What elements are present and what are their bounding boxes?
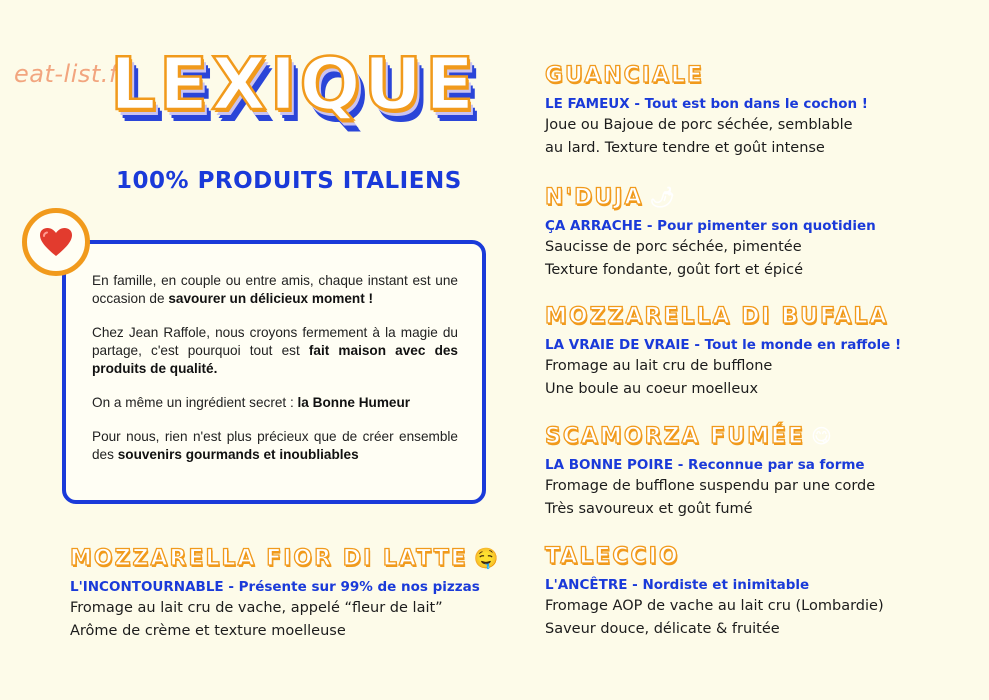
product-tag: LA BONNE POIRE - Reconnue par sa forme [545, 457, 865, 473]
product-desc-line-2: Très savoureux et goût fumé [545, 501, 753, 517]
story-highlight-1: savourer un délicieux moment ! [168, 291, 374, 306]
product-desc-line-1: Fromage au lait cru de vache, appelé “fleur de lait” [70, 600, 443, 616]
product-title: GUANCIALE [545, 63, 705, 88]
chili-pepper-icon: 🌶 [649, 185, 677, 209]
product-entry-taleccio [545, 543, 884, 641]
story-paragraph-1: En famille, en couple ou entre amis, chaque instant est une occasion de savourer un délicieux moment ! [92, 273, 458, 306]
product-entry-guanciale [545, 62, 868, 160]
product-tag: L'INCONTOURNABLE - Présente sur 99% de nos pizzas [70, 579, 480, 595]
product-desc-line-1: Fromage de bufflone suspendu par une corde [545, 478, 876, 494]
product-desc-line-1: Fromage au lait cru de bufflone [545, 358, 773, 374]
product-title: MOZZARELLA FIOR DI LATTE 🤤 [70, 546, 501, 571]
story-paragraph-4: Pour nous, rien n'est plus précieux que de créer ensemble des souvenirs gourmands et inoubliables [92, 429, 458, 462]
drooling-face-icon: 🤤 [473, 546, 501, 570]
product-desc-line-1: Fromage AOP de vache au lait cru (Lombardie) [545, 598, 884, 614]
product-tag: LE FAMEUX - Tout est bon dans le cochon ! [545, 96, 868, 112]
product-title: SCAMORZA FUMÉE 😋 [545, 424, 834, 449]
story-highlight-3: la Bonne Humeur [297, 395, 411, 410]
story-highlight-4: souvenirs gourmands et inoubliables [117, 447, 359, 462]
story-paragraph-3: On a même un ingrédient secret : la Bonne Humeur [92, 395, 411, 410]
heart-badge [22, 208, 90, 276]
product-desc-line-2: Texture fondante, goût fort et épicé [545, 262, 804, 278]
yum-face-icon: 😋 [811, 424, 834, 448]
story-text [92, 272, 458, 480]
product-entry-scamorza [545, 422, 875, 521]
product-tag: L'ANCÊTRE - Nordiste et inimitable [545, 577, 810, 593]
product-entry-mozzarella-di-bufala [545, 303, 901, 401]
product-desc-line-1: Joue ou Bajoue de porc séchée, semblable [545, 117, 853, 133]
story-paragraph-2: Chez Jean Raffole, nous croyons fermement à la magie du partage, c'est pourquoi tout est fait maison avec des produits de qualité. [92, 325, 458, 376]
page-subtitle: 100% PRODUITS ITALIENS [116, 168, 462, 194]
story-highlight-2: fait maison avec des produits de qualité. [92, 343, 458, 376]
page-title: LEXIQUE [110, 42, 478, 126]
product-title: MOZZARELLA DI BUFALA [545, 304, 889, 329]
product-desc-line-2: Saveur douce, délicate & fruitée [545, 621, 780, 637]
product-title: N'DUJA 🌶 [545, 185, 677, 210]
product-desc-line-1: Saucisse de porc séchée, pimentée [545, 239, 802, 255]
product-tag: ÇA ARRACHE - Pour pimenter son quotidien [545, 218, 876, 234]
product-desc-line-2: Arôme de crème et texture moelleuse [70, 623, 346, 639]
product-tag: LA VRAIE DE VRAIE - Tout le monde en raffole ! [545, 337, 902, 353]
product-desc-line-2: au lard. Texture tendre et goût intense [545, 140, 825, 156]
product-desc-line-2: Une boule au coeur moelleux [545, 381, 759, 397]
product-entry-nduja [545, 183, 876, 282]
watermark: eat-list.fr [14, 60, 129, 88]
heart-icon [39, 227, 73, 257]
product-entry-fior-di-latte [70, 544, 501, 643]
product-title: TALECCIO [545, 544, 680, 569]
